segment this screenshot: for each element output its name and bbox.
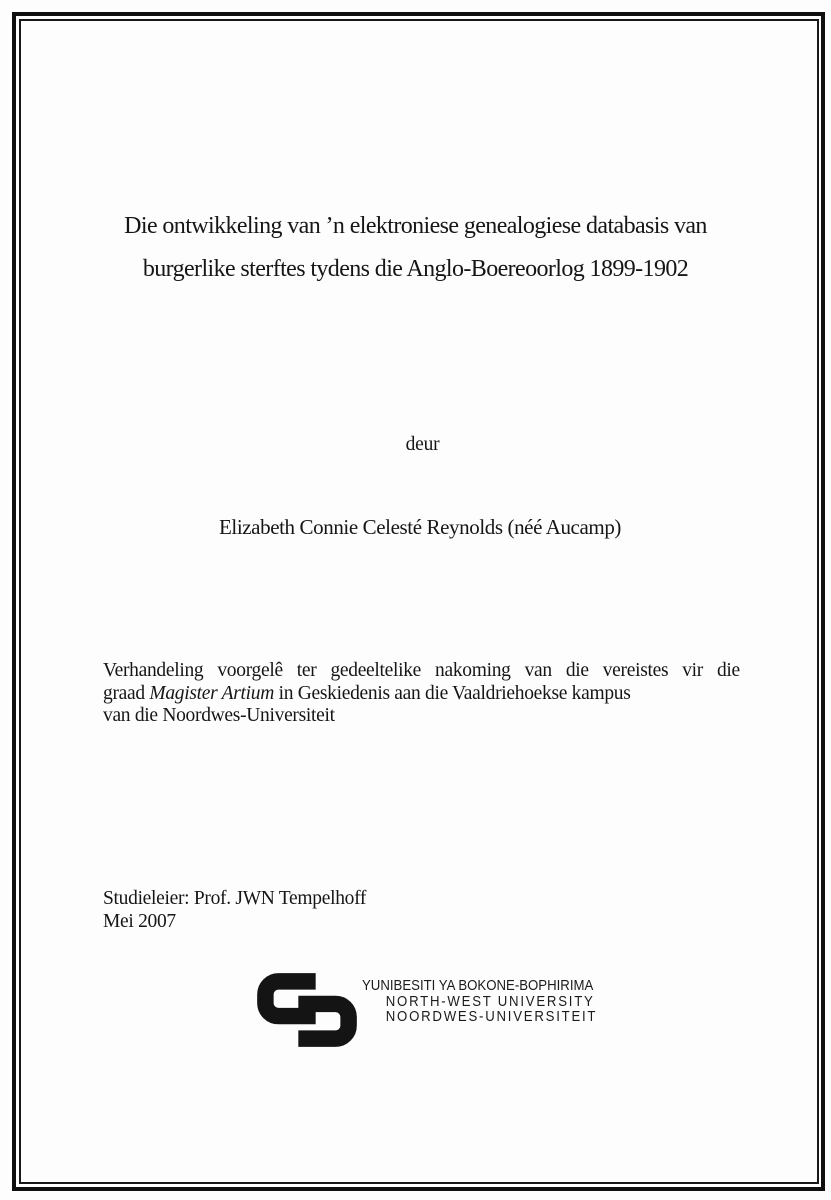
supervisor-block	[103, 887, 366, 933]
submission-statement	[103, 660, 740, 728]
nwu-logo	[255, 966, 629, 1054]
title-line-1: Die ontwikkeling van ’n elektroniese genealogiese databasis van	[124, 213, 707, 239]
supervisor-line: Studieleier: Prof. JWN Tempelhoff	[103, 888, 367, 909]
degree-name-italic: Magister Artium	[149, 682, 274, 704]
logo-line-english: NORTH-WEST UNIVERSITY	[385, 992, 595, 1010]
logo-line-setswana: YUNIBESITI YA BOKONE-BOPHIRIMA	[362, 977, 594, 994]
author-name: Elizabeth Connie Celesté Reynolds (néé Aucamp)	[218, 515, 622, 539]
nwu-logo-text	[362, 978, 597, 1025]
byline-deur: deur	[405, 434, 440, 455]
date-line: Mei 2007	[103, 911, 176, 932]
submission-line-1: Verhandeling voorgelê ter gedeeltelike nakoming van die vereistes vir die	[103, 660, 740, 681]
submission-line-2: graad Magister Artium in Geskiedenis aan die Vaaldriehoekse kampus	[103, 682, 631, 704]
thesis-title	[90, 205, 741, 291]
title-line-2: burgerlike sterftes tydens die Anglo-Boereoorlog 1899-1902	[142, 256, 689, 282]
submission-line-3: van die Noordwes-Universiteit	[103, 705, 335, 726]
logo-line-afrikaans: NOORDWES-UNIVERSITEIT	[385, 1008, 598, 1025]
nwu-logo-icon	[255, 966, 359, 1054]
